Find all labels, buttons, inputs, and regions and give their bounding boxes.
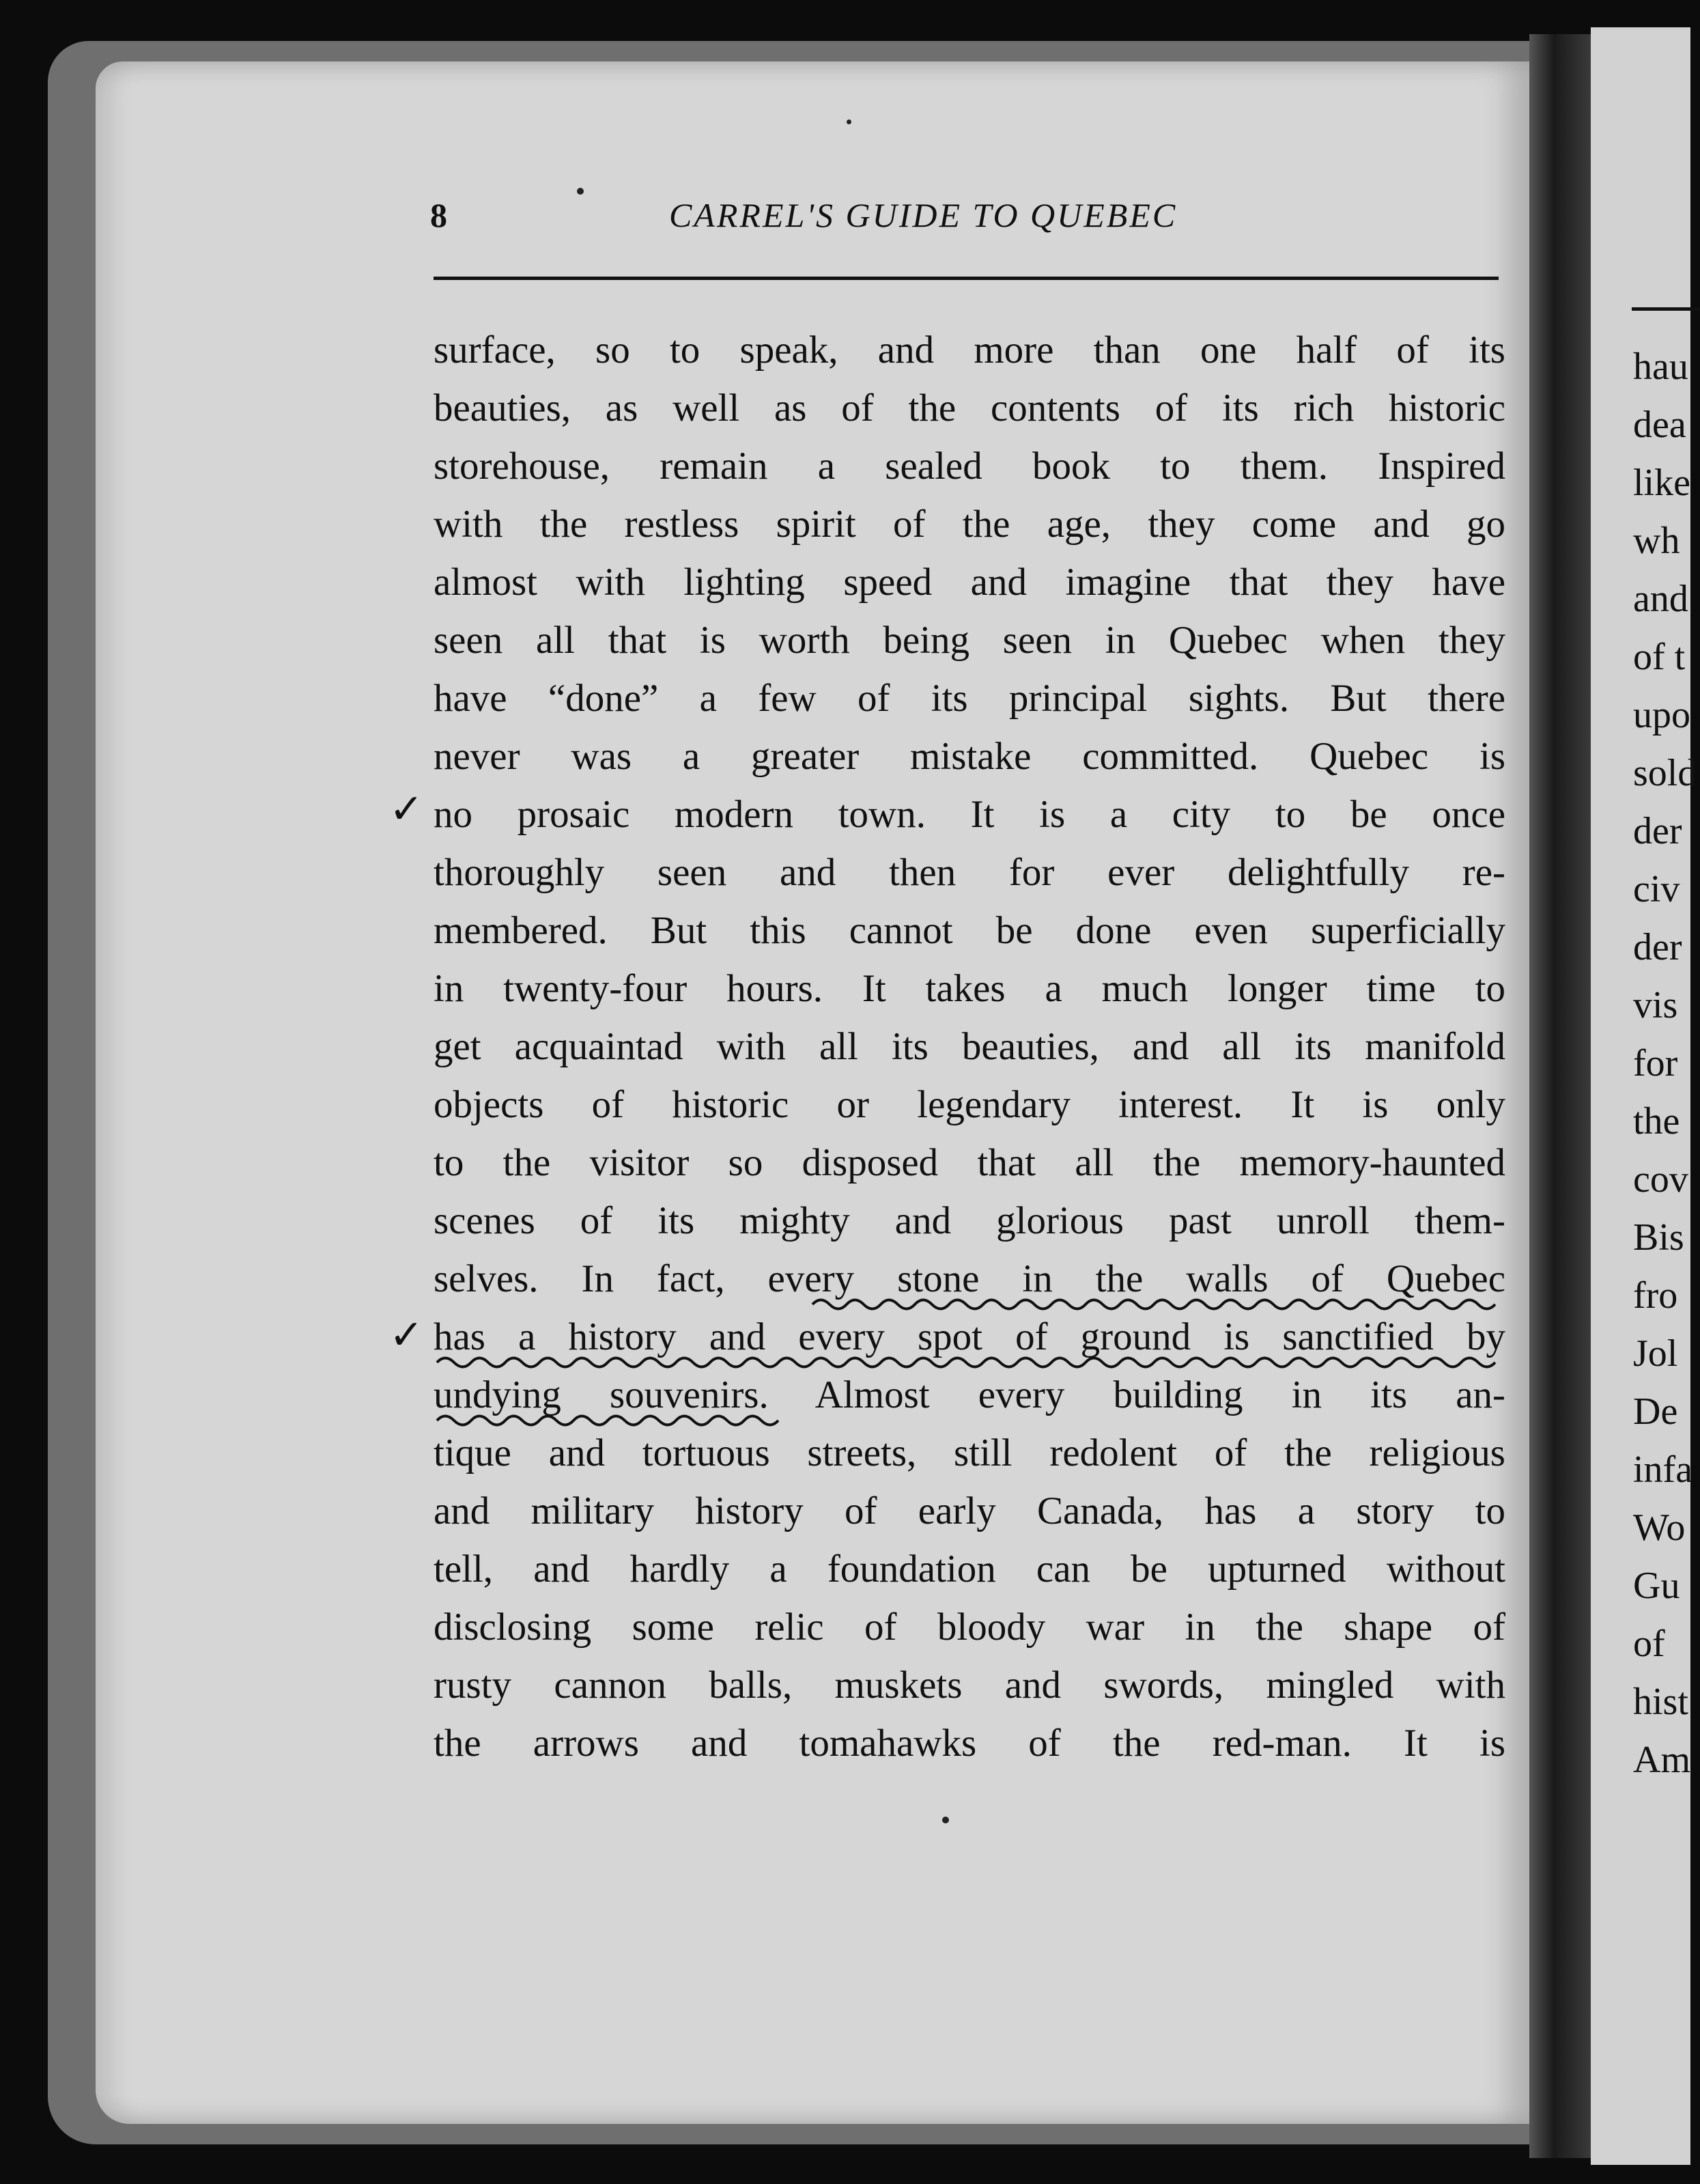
running-title: CARREL'S GUIDE TO QUEBEC bbox=[669, 196, 1178, 234]
fragment-line: and bbox=[1633, 578, 1688, 620]
text-line: to the visitor so disposed that all the memory-haunted bbox=[434, 1141, 1505, 1184]
fragment-line: Jol bbox=[1633, 1332, 1678, 1375]
fragment-line: hau bbox=[1633, 346, 1688, 388]
fragment-line: dea bbox=[1633, 404, 1686, 446]
text-line: seen all that is worth being seen in Quebec when they bbox=[434, 619, 1505, 662]
fragment-line: like bbox=[1633, 462, 1690, 504]
fragment-line: vis bbox=[1633, 984, 1678, 1026]
fragment-line: Am bbox=[1633, 1739, 1690, 1781]
text-line: tique and tortuous streets, still redolent of the religious bbox=[434, 1431, 1505, 1474]
wavy-underline bbox=[437, 1352, 1509, 1373]
text-line: rusty cannon balls, muskets and swords, mingled with bbox=[434, 1664, 1505, 1707]
margin-check-mark: ✓ bbox=[389, 1311, 424, 1359]
fragment-line: of bbox=[1633, 1623, 1665, 1665]
fragment-line: cov bbox=[1633, 1158, 1688, 1201]
text-line: almost with lighting speed and imagine that they have bbox=[434, 561, 1505, 604]
fragment-line: of t bbox=[1633, 636, 1686, 678]
text-line: membered. But this cannot be done even superficially bbox=[434, 909, 1505, 952]
right-page-rule bbox=[1632, 307, 1700, 311]
fragment-line: De bbox=[1633, 1390, 1678, 1433]
text-line: objects of historic or legendary interest. It is only bbox=[434, 1083, 1505, 1126]
text-line: has a history and every spot of ground is sanctified by bbox=[434, 1315, 1505, 1358]
text-line: thoroughly seen and then for ever delightfully re- bbox=[434, 851, 1505, 894]
wavy-underline bbox=[437, 1410, 778, 1431]
fragment-line: upo bbox=[1633, 694, 1690, 736]
fragment-line: Gu bbox=[1633, 1565, 1680, 1607]
text-line: undying souvenirs. Almost every building in its an- bbox=[434, 1373, 1505, 1416]
text-line: have “done” a few of its principal sights. But there bbox=[434, 677, 1505, 720]
ink-speck bbox=[577, 188, 584, 195]
header-rule bbox=[434, 277, 1499, 280]
fragment-line: sold bbox=[1633, 752, 1697, 794]
text-line: scenes of its mighty and glorious past unroll them- bbox=[434, 1199, 1505, 1242]
fragment-line: Wo bbox=[1633, 1507, 1686, 1549]
fragment-line: fro bbox=[1633, 1274, 1678, 1317]
text-line: selves. In fact, every stone in the walls of Quebec bbox=[434, 1257, 1505, 1300]
text-line: disclosing some relic of bloody war in the shape of bbox=[434, 1606, 1505, 1649]
text-line: beauties, as well as of the contents of its rich historic bbox=[434, 387, 1505, 430]
ink-speck bbox=[847, 120, 851, 124]
text-line: tell, and hardly a foundation can be upturned without bbox=[434, 1548, 1505, 1591]
text-line: in twenty-four hours. It takes a much longer time to bbox=[434, 967, 1505, 1010]
fragment-line: der bbox=[1633, 810, 1682, 852]
text-line: surface, so to speak, and more than one half of its bbox=[434, 328, 1505, 372]
fragment-line: the bbox=[1633, 1100, 1680, 1143]
text-line: no prosaic modern town. It is a city to be once bbox=[434, 793, 1505, 836]
text-line: get acquaintad with all its beauties, and all its manifold bbox=[434, 1025, 1505, 1068]
text-line: and military history of early Canada, has a story to bbox=[434, 1489, 1505, 1532]
fragment-line: infa bbox=[1633, 1448, 1693, 1491]
right-page-fragment bbox=[1591, 27, 1697, 2165]
margin-check-mark: ✓ bbox=[389, 785, 424, 833]
text-line: never was a greater mistake committed. Quebec is bbox=[434, 735, 1505, 778]
fragment-line: wh bbox=[1633, 520, 1680, 562]
text-line: storehouse, remain a sealed book to them. Inspired bbox=[434, 445, 1505, 488]
page-number: 8 bbox=[430, 196, 447, 234]
text-line: with the restless spirit of the age, they come and go bbox=[434, 503, 1505, 546]
wavy-underline bbox=[812, 1294, 1502, 1315]
fragment-line: for bbox=[1633, 1042, 1678, 1084]
body-text bbox=[434, 321, 1505, 1772]
ink-speck bbox=[942, 1817, 949, 1823]
fragment-line: hist bbox=[1633, 1681, 1688, 1723]
fragment-line: civ bbox=[1633, 868, 1680, 910]
page-header bbox=[423, 184, 1502, 246]
book-gutter bbox=[1529, 34, 1591, 2158]
fragment-line: der bbox=[1633, 926, 1682, 968]
text-line: the arrows and tomahawks of the red-man. It is bbox=[434, 1722, 1505, 1765]
fragment-line: Bis bbox=[1633, 1216, 1684, 1259]
right-page-text bbox=[1633, 338, 1697, 1789]
